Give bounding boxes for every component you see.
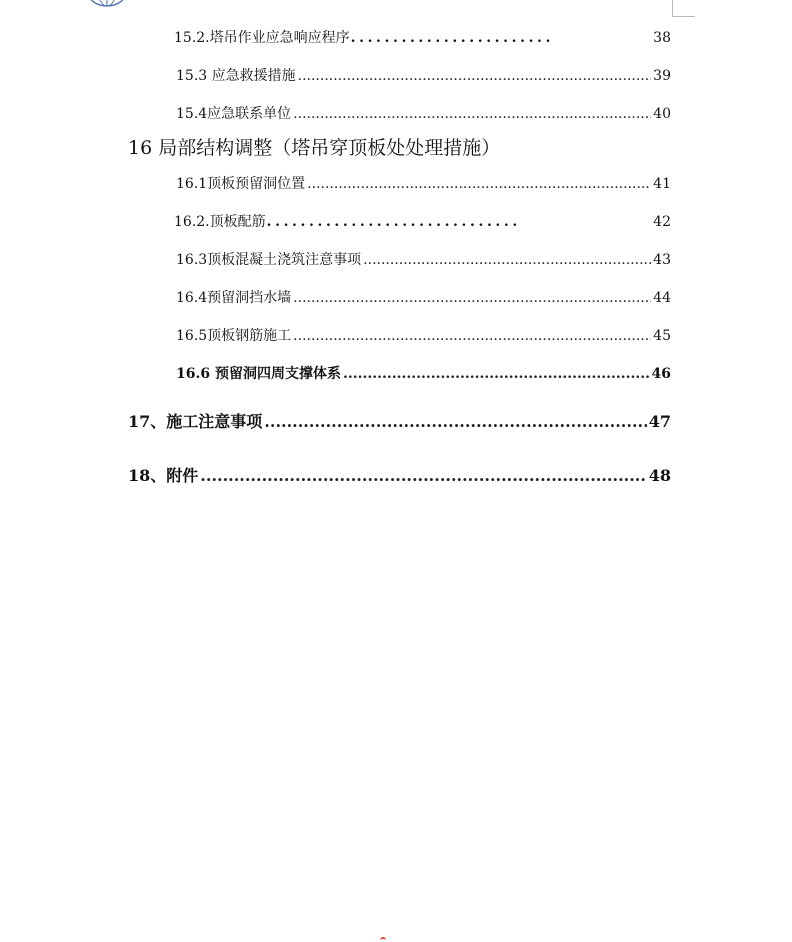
toc-entry-16-2[interactable] (174, 211, 671, 231)
toc-leader (293, 290, 651, 307)
toc-entry-number: 16.5 (176, 328, 208, 344)
toc-entry-18[interactable] (128, 463, 671, 486)
toc-entry-16-1[interactable] (176, 173, 671, 193)
toc-leader (298, 68, 652, 85)
page-bottom-mark (380, 937, 386, 942)
toc-entry-title: 预留洞四周支撑体系 (214, 366, 341, 382)
toc-entry-16-4[interactable] (176, 287, 671, 307)
toc-entry-number: 17、 (128, 412, 167, 431)
toc-entry-page: 40 (653, 106, 671, 122)
toc-entry-page: 38 (653, 30, 671, 46)
toc-entry-title: 顶板混凝土浇筑注意事项 (207, 252, 362, 268)
toc-entry-title: 应急联系单位 (207, 106, 292, 122)
toc-entry-number: 16.3 (176, 252, 208, 268)
toc-entry-16-5[interactable] (176, 325, 671, 345)
toc-entry-page: 46 (651, 366, 671, 382)
toc-entry-15-3[interactable] (176, 65, 671, 85)
toc-entry-title: 顶板配筋 (209, 214, 266, 230)
toc-entry-16-3[interactable] (176, 249, 671, 269)
toc-entry-page: 48 (648, 466, 671, 485)
toc-entry-title: 塔吊作业应急响应程序 (209, 30, 350, 46)
toc-entry-page: 47 (648, 412, 671, 431)
page-corner-mark (672, 0, 695, 17)
toc-entry-title: 预留洞挡水墙 (207, 290, 292, 306)
toc-entry-number: 15.2. (174, 30, 210, 46)
toc-entry-15-4[interactable] (176, 103, 671, 123)
toc-leader (363, 252, 651, 269)
toc-entry-number: 16.1 (176, 176, 208, 192)
toc-entry-number: 16.2. (174, 214, 210, 230)
toc-leader (293, 106, 651, 123)
toc-entry-title: 顶板预留洞位置 (207, 176, 306, 192)
toc-entry-title: 施工注意事项 (166, 412, 263, 431)
toc-leader (200, 466, 646, 485)
toc-leader: .............................. (266, 214, 521, 230)
toc-entry-number: 16.4 (176, 290, 208, 306)
toc-entry-17[interactable] (128, 409, 671, 432)
toc-heading-16[interactable]: 16 局部结构调整（塔吊穿顶板处处理措施） (128, 137, 501, 159)
toc-entry-number: 16.6 (176, 366, 211, 382)
toc-entry-title: 顶板钢筋施工 (207, 328, 292, 344)
toc-entry-page: 42 (653, 214, 671, 230)
toc-entry-number: 18、 (128, 466, 167, 485)
toc-entry-15-2[interactable] (174, 27, 671, 47)
toc-entry-page: 44 (653, 290, 671, 306)
toc-entry-number: 15.3 (176, 68, 208, 84)
toc-leader (307, 176, 651, 193)
toc-leader (343, 366, 650, 383)
globe-logo-icon (84, 0, 130, 8)
toc-leader (264, 412, 646, 431)
toc-entry-title: 应急救援措施 (211, 68, 296, 84)
toc-entry-page: 41 (653, 176, 671, 192)
toc-entry-page: 39 (653, 68, 671, 84)
toc-entry-title: 附件 (166, 466, 199, 485)
toc-entry-page: 45 (653, 328, 671, 344)
toc-leader: ........................ (350, 30, 555, 46)
toc-entry-page: 43 (653, 252, 671, 268)
toc-entry-16-6[interactable] (176, 363, 671, 383)
toc-leader (293, 328, 651, 345)
toc-entry-number: 15.4 (176, 106, 208, 122)
